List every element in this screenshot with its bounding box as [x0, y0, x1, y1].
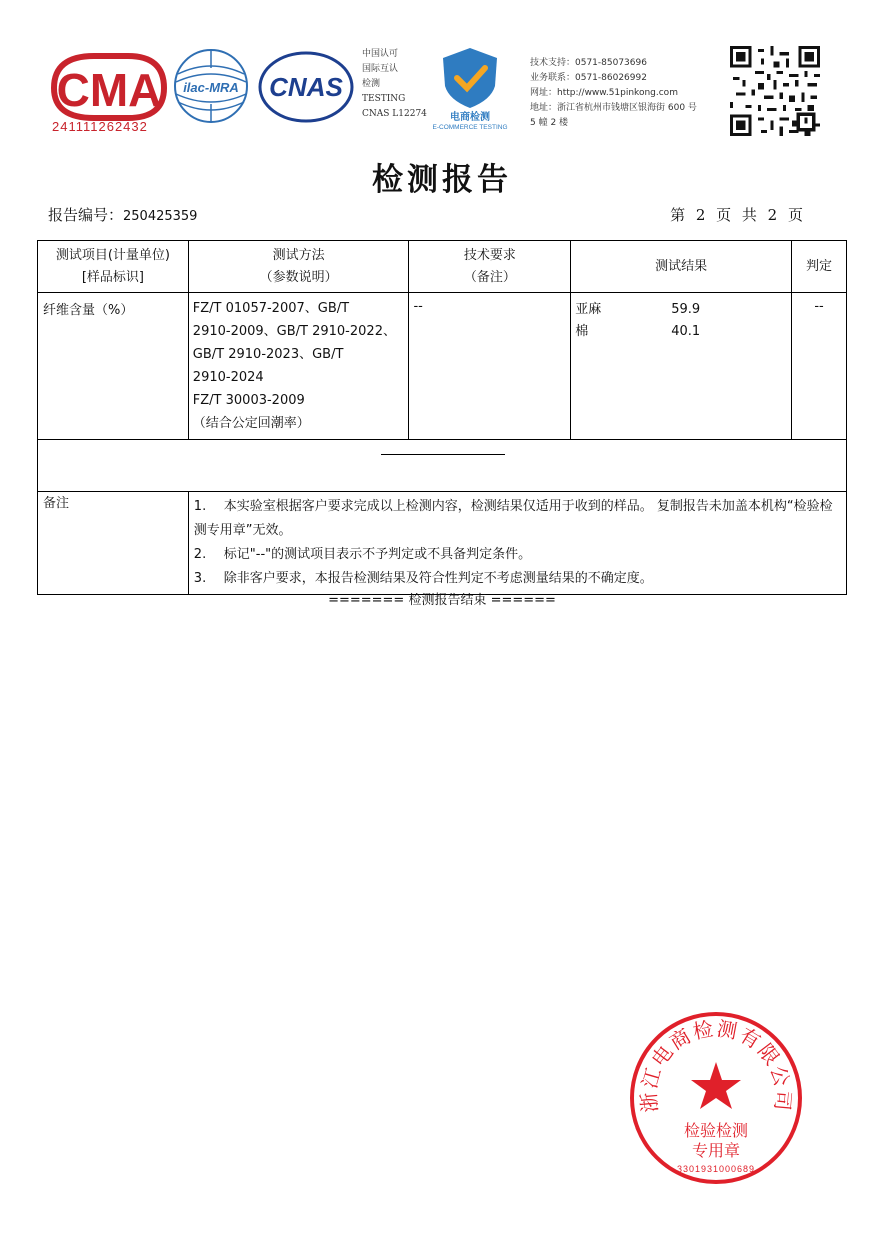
report-title: 检测报告	[372, 162, 512, 198]
contact-info	[530, 56, 697, 131]
report-end-mark: ======= 检测报告结束 ======	[328, 593, 556, 608]
cell-tech-requirement: --	[409, 293, 571, 440]
seal-line2: 专用章	[691, 1141, 741, 1160]
notes-label: 备注	[38, 492, 189, 595]
report-number-value: 250425359	[123, 209, 198, 224]
seal-line1: 检验检测	[683, 1121, 749, 1140]
report-number	[48, 204, 197, 225]
contact-business: 业务联系：0571-86026992	[530, 73, 647, 83]
official-seal-icon	[628, 1010, 804, 1186]
ecommerce-testing-logo	[425, 44, 515, 130]
test-results-table	[37, 240, 847, 595]
result-line: 棉 40.1	[575, 324, 701, 339]
cell-test-result	[571, 293, 792, 440]
header-judgement: 判定	[792, 241, 847, 293]
cnas-info: 中国认可 国际互认 检测 TESTING CNAS L12274	[362, 49, 427, 119]
ilac-mra-logo	[172, 46, 250, 126]
cma-logo-text: CMA	[56, 64, 162, 116]
notes-row	[38, 492, 847, 595]
cma-number: 241111262432	[52, 119, 148, 134]
cell-test-item: 纤维含量（%）	[38, 293, 189, 440]
qr-code-icon	[730, 46, 820, 136]
table-row	[38, 293, 847, 440]
contact-tech: 技术支持：0571-85073696	[530, 58, 647, 68]
cnas-logo-text: CNAS	[269, 72, 343, 102]
ecom-cn-text: 电商检测	[450, 112, 490, 123]
ecom-en-text: E-COMMERCE TESTING	[432, 124, 508, 130]
report-number-label: 报告编号：	[48, 206, 124, 224]
note-item: 3. 除非客户要求，本报告检测结果及符合性判定不考虑测量结果的不确定度。	[193, 571, 653, 586]
note-item: 2. 标记"--"的测试项目表示不予判定或不具备判定条件。	[193, 547, 532, 562]
contact-address: 地址：浙江省杭州市钱塘区银海街 600 号	[530, 103, 697, 113]
cell-test-method: FZ/T 01057-2007、GB/T 2910-2009、GB/T 2910-2022、 GB/T 2910-2023、GB/T 2910-2024 FZ/T 30003-2009 （结合公定回潮率）	[188, 293, 409, 440]
table-header-row	[38, 241, 847, 293]
contact-address-2: 5 幢 2 楼	[530, 118, 569, 128]
cnas-logo	[258, 50, 354, 124]
header-test-result: 测试结果	[571, 241, 792, 293]
seal-company: 浙江电商检测有限公司	[636, 1016, 796, 1114]
ilac-logo-text: ilac-MRA	[183, 80, 239, 95]
note-item: 1. 本实验室根据客户要求完成以上检测内容，检测结果仅适用于收到的样品。 复制报告未加盖本机构“检验检测专用章”无效。	[193, 499, 833, 538]
result-line: 亚麻 59.9	[575, 302, 701, 317]
cell-judgement: --	[792, 293, 847, 440]
notes-body	[188, 492, 846, 595]
seal-number: 3301931000689	[676, 1164, 756, 1174]
contact-website: 网址：http://www.51pinkong.com	[530, 88, 678, 98]
header-tech-requirement: 技术要求 （备注）	[409, 241, 571, 293]
divider	[381, 454, 505, 455]
header-test-method: 测试方法 （参数说明）	[188, 241, 409, 293]
page-indicator: 第 2 页 共 2 页	[670, 206, 806, 224]
header-test-item: 测试项目(计量单位) [样品标识]	[38, 241, 189, 293]
table-blank-row	[38, 440, 847, 492]
